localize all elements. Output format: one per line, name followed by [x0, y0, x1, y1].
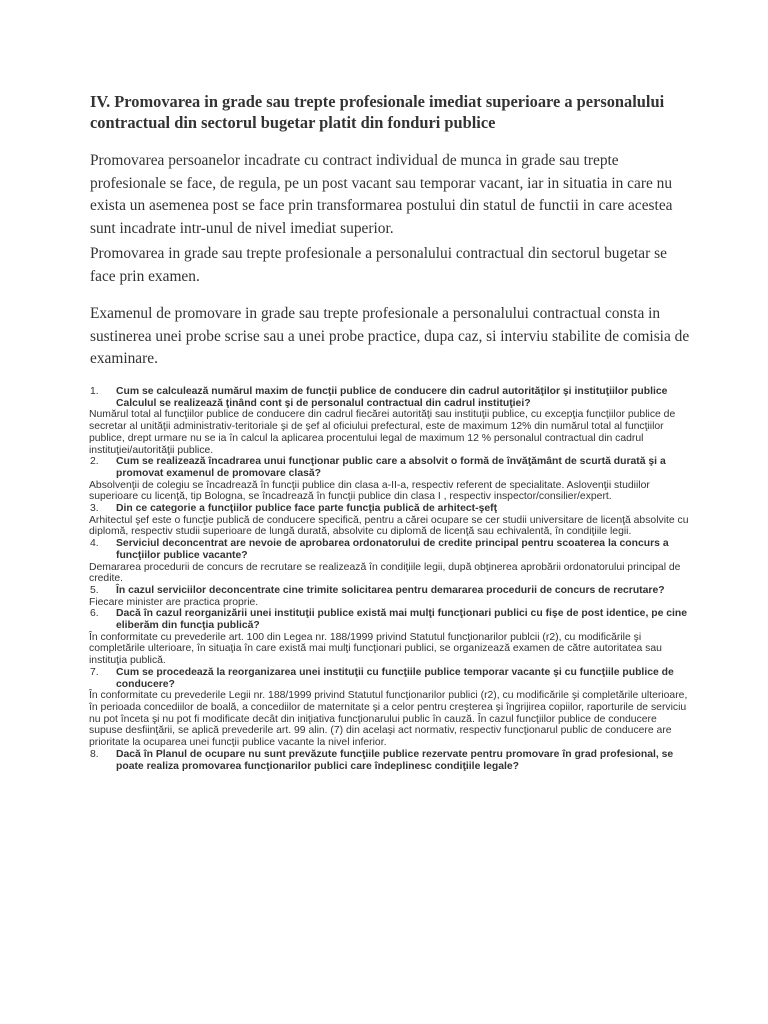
question-number: 4. [90, 538, 99, 550]
question-text: Serviciul deconcentrat are nevoie de aprobarea ordonatorului de credite principal pentru scoaterea la concurs a funcţiilor publice vacante? [116, 538, 669, 561]
question-text: Cum se realizează încadrarea unui funcţionar public care a absolvit o formă de învăţământ de scurtă durată şi a promovat examenul de promovare clasă? [116, 456, 666, 479]
qa-item-3 [89, 503, 689, 538]
paragraph-2: Promovarea in grade sau trepte profesionale a personalului contractual din sectorul bugetar se face prin examen. [90, 245, 667, 285]
qa-item-1 [89, 386, 689, 456]
answer-text: În conformitate cu prevederile art. 100 din Legea nr. 188/1999 privind Statutul funcţionarilor publcii (r2), cu modificările şi completările ulterioare, în situaţia în care există mai mulţi funcţionari publici, se organizează examen de către autoritatea sau instituţia publică. [89, 631, 662, 667]
qa-item-4 [89, 538, 689, 585]
question-number: 7. [90, 666, 99, 678]
question-number: 2. [90, 456, 99, 468]
qa-item-2 [89, 456, 689, 503]
qa-item-7 [89, 667, 689, 749]
answer-text: Demararea procedurii de concurs de recrutare se realizează în condiţiile legii, după obţinerea aprobării ordonatorului principal de credite. [89, 561, 681, 585]
section-heading: IV. Promovarea in grade sau trepte profesionale imediat superioare a personalului contractual din sectorul bugetar platit din fonduri publice [90, 92, 665, 132]
answer-text: Arhitectul şef este o funcţie publică de conducere specifică, pentru a cărei ocupare se cer studii universitare de licenţă absolvite cu diplomă, respectiv studii superioare de lungă durată, absolvite cu diplomă de licenţă sau echivalentă, în condiţiile legii. [89, 514, 689, 538]
question-number: 6. [90, 608, 99, 620]
paragraph-3: Examenul de promovare in grade sau trepte profesionale a personalului contractual consta in sustinerea unei probe scrise sau a unei probe practice, dupa caz, si interviu stabilite de comisia de examinare. [90, 305, 690, 367]
answer-text: Absolvenţii de colegiu se încadrează în funcţii publice din clasa a-II-a, respectiv referent de specialitate. Aslovenţii studiilor superioare cu licenţă, tip Bologna, se încadrează în funcţii publice din clasa I , respectiv inspector/consilier/expert. [89, 479, 650, 503]
qa-item-5 [89, 585, 689, 608]
question-number: 8. [90, 748, 99, 760]
question-text: În cazul serviciilor deconcentrate cine trimite solicitarea pentru demararea procedurii de concurs de recrutare? [116, 584, 665, 596]
qa-item-8 [89, 749, 689, 772]
answer-text: Fiecare minister are practica proprie. [89, 596, 259, 608]
question-text: Din ce categorie a funcţiilor publice face parte funcţia publică de arhitect-şefţ [116, 503, 498, 515]
question-number: 3. [90, 503, 99, 515]
answer-text: Numărul total al funcţiilor publice de conducere din cadrul fiecărei autorităţi sau instituţii publice, cu excepţia funcţiilor publice de secretar al unităţii administrativ-teritoriale şi de şef al oficiului prefectural, este de maximum 12% din numărul total al funcţiilor publice, drept urmare nu se ia în calcul la aplicarea procentului legal de maximum 12 % personalul contractual din cadrul instituţiei/autorităţii publice. [89, 409, 676, 456]
question-text: Cum se calculează numărul maxim de funcţii publice de conducere din cadrul autorităţilor şi instituţiilor publice Calculul se realizează ţinând cont şi de personalul contractual din cadrul instituţiei? [116, 386, 668, 409]
paragraph-1: Promovarea persoanelor incadrate cu contract individual de munca in grade sau trepte profesionale se face, de regula, pe un post vacant sau temporar vacant, iar in situatia in care nu exista un asemenea post se face prin transformarea postului din statul de functii in care acestea sunt incadrate intr-unul de nivel imediat superior. [90, 152, 673, 237]
question-text: Dacă în Planul de ocupare nu sunt prevăzute funcţiile publice rezervate pentru promovare în grad profesional, se poate realiza promovarea funcţionarilor publici care îndeplinesc condiţiile legale? [116, 748, 674, 772]
answer-text: În conformitate cu prevederile Legii nr. 188/1999 privind Statutul funcţionarilor publici (r2), cu modificările şi completările ulterioare, în perioada concediilor de boală, a concediilor de maternitate şi a celor pentru creşterea şi îngrijirea copiilor, raporturile de serviciu nu pot înceta şi nu pot fi modificate decât din iniţiativa funcţionarului public în cauză. În cazul funcţiilor publice de conducere supuse desfiinţării, se aplică prevederile art. 99 alin. (7) din acelaşi act normativ, respectiv funcţionarul public de conducere are prioritate la ocuparea unei funcţii publice vacante la nivel inferior. [89, 690, 688, 749]
question-number: 5. [90, 584, 99, 596]
qa-item-6 [89, 608, 689, 667]
question-text: Dacă în cazul reorganizării unei instituţii publice există mai mulţi funcţionari publici cu fişe de post identice, pe cine eliberăm din funcţia publică? [116, 608, 688, 632]
question-text: Cum se procedează la reorganizarea unei instituţii cu funcţiile publice temporar vacante şi cu funcţiile publice de conducere? [116, 666, 674, 690]
qa-list [89, 386, 689, 772]
question-number: 1. [90, 386, 99, 397]
